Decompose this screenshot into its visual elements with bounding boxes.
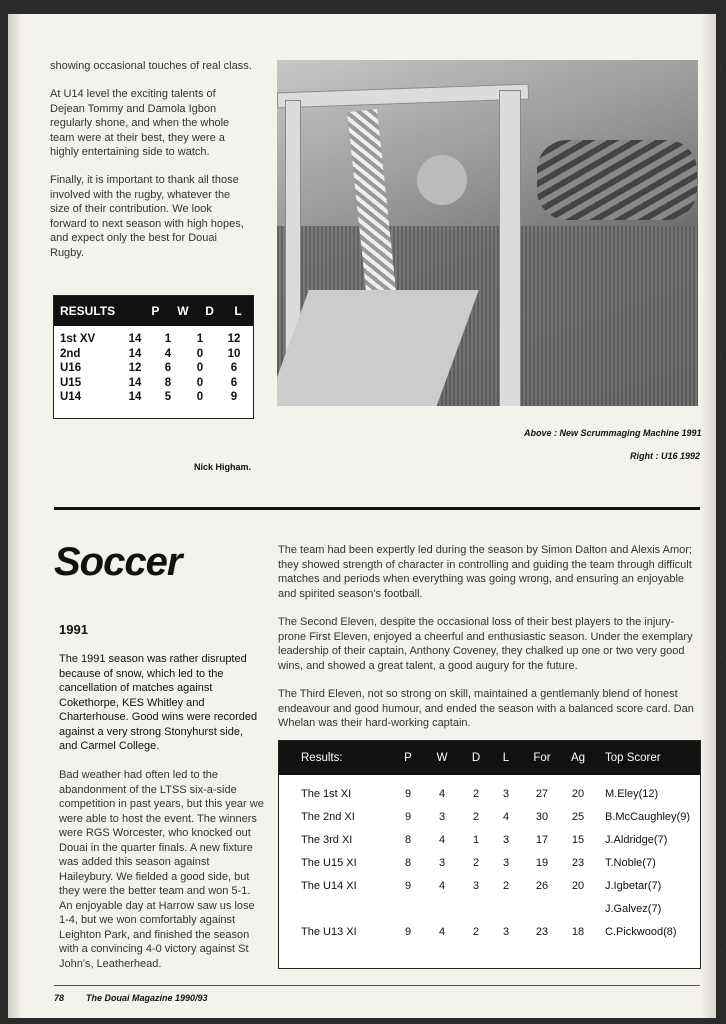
- lost: 10: [227, 347, 241, 360]
- header-results: RESULTS: [60, 304, 116, 318]
- rugby-paragraph-2: At U14 level the exciting talents of Dejean Tommy and Damola Igbon regularly shone, and when the whole team were at their best, they were a highly entertaining side to watch.: [50, 88, 230, 158]
- goals-for: 27: [535, 787, 549, 800]
- soccer-left-paragraph: Bad weather had often led to the abandonment of the LTSS six-a-side competition in past years, but this year we were able to host the event. The winners were RGS Worcester, who knocked out Douai in the quarter finals. A new fixture was added this season against Haileybury. We fielded a good side, but they were the better team and won 5-1. An enjoyable day at Harrow saw us lose 1-4, but we won comfortably against Leighton Park, and finished the season with a convincing 4-0 victory against St John's, Leatherhead.: [59, 769, 264, 970]
- header-results: Results:: [301, 752, 343, 764]
- played: 8: [404, 856, 412, 869]
- team: The U15 XI: [301, 856, 357, 869]
- goals-for: 23: [535, 925, 549, 938]
- soccer-right-paragraph-1: The team had been expertly led during the season by Simon Dalton and Alexis Amor; they showed strength of character in controlling and guiding the team through difficult matches and periods when everything was going wrong, and ensuring an enjoyable and spirited season's football.: [278, 544, 692, 600]
- lost: 3: [502, 925, 510, 938]
- page-edge-mark: [719, 356, 722, 359]
- won: 6: [164, 362, 172, 375]
- soccer-right-paragraph-3: The Third Eleven, not so strong on skill, maintained a gentlemanly blend of honest endeavour and good humour, and ended the season with a balanced score card. Dan Whelan was their hard-working captain.: [278, 688, 694, 729]
- goals-against: 25: [571, 810, 585, 823]
- page-edge-mark: [719, 68, 722, 71]
- played: 9: [404, 925, 412, 938]
- won: 4: [438, 925, 446, 938]
- team: The U13 XI: [301, 925, 357, 938]
- rugby-row: [54, 347, 253, 362]
- goals-for: 30: [535, 810, 549, 823]
- goals-for: 26: [535, 879, 549, 892]
- won: 3: [438, 856, 446, 869]
- goals-for: 19: [535, 856, 549, 869]
- top-scorer: J.Galvez(7): [605, 902, 662, 915]
- played: 14: [128, 347, 142, 360]
- rugby-row: [54, 332, 253, 347]
- header-l: L: [234, 304, 242, 318]
- played: 14: [128, 333, 142, 346]
- rugby-row: [54, 390, 253, 405]
- team: The 2nd XI: [301, 810, 355, 823]
- drawn: 2: [472, 925, 480, 938]
- page-edge: [700, 14, 716, 1018]
- header-l: L: [502, 752, 510, 764]
- team: The 1st XI: [301, 787, 352, 800]
- soccer-row: [279, 782, 700, 805]
- photo-frame-post: [499, 90, 521, 406]
- played: 9: [404, 810, 412, 823]
- drawn: 2: [472, 856, 480, 869]
- played: 14: [128, 391, 142, 404]
- rugby-author: Nick Higham.: [194, 462, 252, 472]
- team: 2nd: [60, 347, 81, 360]
- header-top-scorer: Top Scorer: [605, 752, 661, 764]
- rugby-row: [54, 376, 253, 391]
- header-ag: Ag: [570, 752, 586, 764]
- soccer-row: [279, 897, 700, 920]
- scrummaging-machine-photo: [277, 60, 698, 406]
- rugby-row: [54, 361, 253, 376]
- photo-caption-right: Right : U16 1992: [630, 451, 701, 461]
- photo-player-head: [417, 155, 467, 205]
- header-d: D: [471, 752, 481, 764]
- drawn: 3: [472, 879, 480, 892]
- header-for: For: [533, 752, 551, 764]
- lost: 3: [502, 787, 510, 800]
- soccer-row: [279, 805, 700, 828]
- top-scorer: M.Eley(12): [605, 787, 659, 800]
- lost: 4: [502, 810, 510, 823]
- drawn: 0: [196, 391, 204, 404]
- soccer-right-paragraph-2: The Second Eleven, despite the occasional loss of their best players to the injury-prone First Eleven, enjoyed a cheerful and enthusiastic season. Under the exemplary leadership of their captain, Anthony Coveney, they chalked up one or two very good wins, and showed a great talent, a good augury for the future.: [278, 616, 693, 672]
- won: 8: [164, 376, 172, 389]
- top-scorer: T.Noble(7): [605, 856, 656, 869]
- footer-rule: [54, 985, 700, 986]
- soccer-results-table: [278, 740, 701, 969]
- rugby-paragraph-3: Finally, it is important to thank all those involved with the rugby, whatever the size of their contribution. We look forward to next season with high hopes, and expect only the best for Douai Rugby.: [50, 174, 244, 259]
- lost: 2: [502, 879, 510, 892]
- header-w: W: [177, 304, 189, 318]
- rugby-results-header: [54, 296, 253, 326]
- goals-for: 17: [535, 833, 549, 846]
- won: 4: [164, 347, 172, 360]
- rugby-results-table: [53, 295, 254, 419]
- won: 5: [164, 391, 172, 404]
- goals-against: 23: [571, 856, 585, 869]
- header-p: P: [404, 752, 412, 764]
- drawn: 0: [196, 362, 204, 375]
- won: 3: [438, 810, 446, 823]
- won: 1: [164, 333, 172, 346]
- drawn: 1: [472, 833, 480, 846]
- drawn: 2: [472, 810, 480, 823]
- magazine-title: The Douai Magazine 1990/93: [86, 993, 208, 1003]
- soccer-year: 1991: [59, 622, 88, 637]
- soccer-row: [279, 828, 700, 851]
- team: U15: [60, 376, 82, 389]
- won: 4: [438, 787, 446, 800]
- lost: 12: [227, 333, 241, 346]
- rugby-paragraph-1: showing occasional touches of real class.: [50, 60, 252, 72]
- drawn: 1: [196, 333, 204, 346]
- played: 14: [128, 376, 142, 389]
- team: The 3rd XI: [301, 833, 353, 846]
- header-p: P: [151, 304, 160, 318]
- photo-frame-bar: [277, 84, 529, 109]
- page-edge-mark: [719, 655, 722, 658]
- drawn: 0: [196, 376, 204, 389]
- played: 9: [404, 787, 412, 800]
- page-edge-mark: [719, 950, 722, 953]
- soccer-row: [279, 874, 700, 897]
- top-scorer: J.Igbetar(7): [605, 879, 662, 892]
- goals-against: 20: [571, 787, 585, 800]
- top-scorer: C.Pickwood(8): [605, 925, 677, 938]
- goals-against: 15: [571, 833, 585, 846]
- page-binding: [8, 14, 22, 1018]
- soccer-row: [279, 851, 700, 874]
- header-d: D: [205, 304, 214, 318]
- soccer-title: Soccer: [54, 540, 182, 584]
- lost: 3: [502, 856, 510, 869]
- played: 8: [404, 833, 412, 846]
- top-scorer: B.McCaughley(9): [605, 810, 690, 823]
- soccer-intro: The 1991 season was rather disrupted because of snow, which led to the cancellation of matches against Cokethorpe, KES Whitley and Charterhouse. Good wins were recorded against a very strong Stonyhurst side, and Carmel College.: [59, 653, 258, 752]
- header-w: W: [436, 752, 448, 764]
- lost: 6: [230, 362, 238, 375]
- team: U14: [60, 391, 82, 404]
- goals-against: 18: [571, 925, 585, 938]
- played: 9: [404, 879, 412, 892]
- lost: 9: [230, 391, 238, 404]
- lost: 3: [502, 833, 510, 846]
- won: 4: [438, 833, 446, 846]
- page-number: 78: [54, 993, 65, 1003]
- photo-caption-above: Above : New Scrummaging Machine 1991: [524, 428, 702, 438]
- soccer-results-header: [279, 741, 700, 775]
- played: 12: [128, 362, 142, 375]
- section-divider: [54, 507, 700, 510]
- team: 1st XV: [60, 333, 96, 346]
- soccer-row: [279, 920, 700, 943]
- photo-player-body: [537, 140, 697, 220]
- team: The U14 XI: [301, 879, 357, 892]
- lost: 6: [230, 376, 238, 389]
- drawn: 2: [472, 787, 480, 800]
- team: U16: [60, 362, 82, 375]
- drawn: 0: [196, 347, 204, 360]
- top-scorer: J.Aldridge(7): [605, 833, 668, 846]
- goals-against: 20: [571, 879, 585, 892]
- won: 4: [438, 879, 446, 892]
